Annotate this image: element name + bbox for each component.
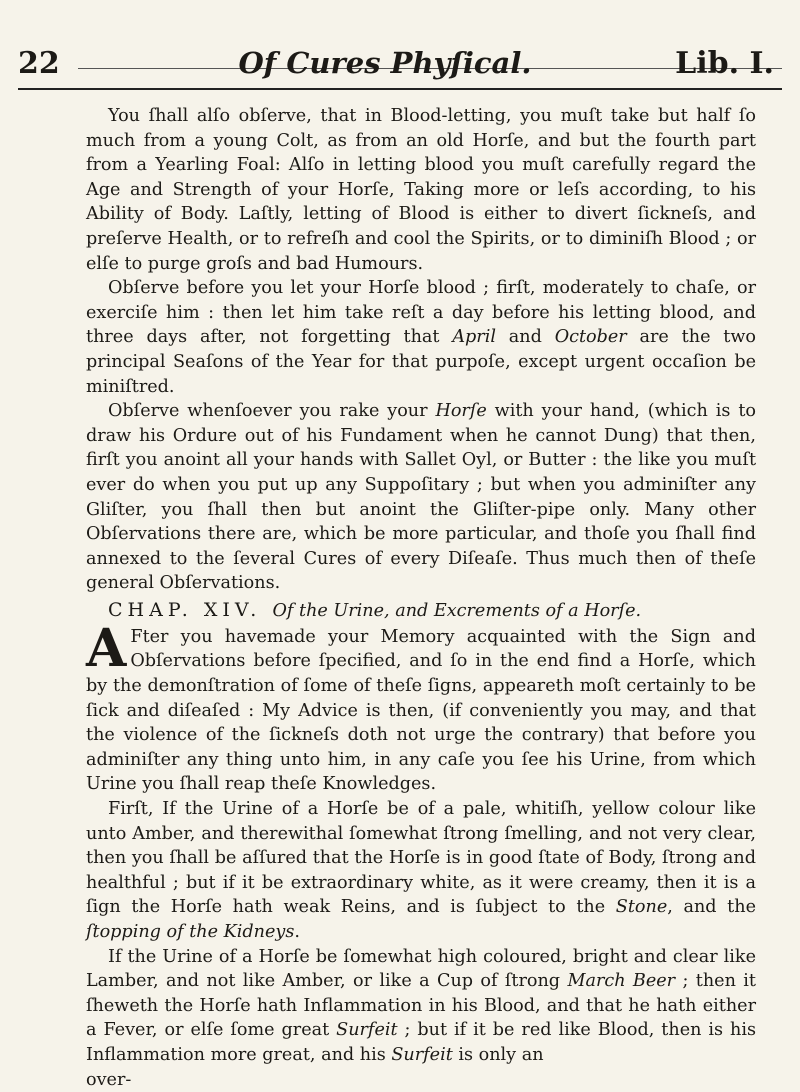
running-title: Of Cures Phyſical. xyxy=(238,46,532,80)
header-rule xyxy=(18,88,782,90)
chapter-label: CHAP. XIV. xyxy=(108,598,262,621)
chapter-title: Of the Urine, and Excrements of a Horſe. xyxy=(272,600,642,621)
body-text xyxy=(86,104,756,1092)
chapter-heading xyxy=(86,596,756,625)
paragraph: Firſt, If the Urine of a Horſe be of a pale, whitiſh, yellow colour like unto Amber, and therewithal ſomewhat ſtrong ſmelling, and not very clear, then you ſhall be aſſured that the Horſe is in good ſtate of Body, ſtrong and healthful ; but if it be extraordinary white, as it were creamy, then it is a ſign the Horſe hath weak Reins, and is ſubject to the Stone, and the ſtopping of the Kidneys. xyxy=(86,799,756,942)
paragraph: Obſerve whenſoever you rake your Horſe with your hand, (which is to draw his Ordure out of his Fundament when he cannot Dung) that then, firſt you anoint all your hands with Sallet Oyl, or Butter : the like you muſt ever do when you put up any Suppoſitary ; but when you adminiſter any Gliſter, you ſhall then but anoint the Gliſter-pipe only. Many other Obſervations there are, which be more particular, and thoſe you ſhall find annexed to the ſeveral Cures of every Diſeaſe. Thus much then of theſe general Obſervations. xyxy=(86,401,757,594)
paragraph: You ſhall alſo obſerve, that in Blood-letting, you muſt take but half ſo much from a young Colt, as from an old Horſe, and but the fourth part from a Yearling Foal: Alſo in letting blood you muſt carefully regard the Age and Strength of your Horſe, Taking more or leſs according, to his Ability of Body. Laſtly, letting of Blood is either to divert ſickneſs, and preſerve Health, or to refreſh and cool the Spirits, or to diminiſh Blood ; or elſe to purge groſs and bad Humours. xyxy=(86,106,756,274)
paragraph: If the Urine of a Horſe be ſomewhat high coloured, bright and clear like Lamber, and not like Amber, or like a Cup of ſtrong March Beer ; then it ſheweth the Horſe hath Inflammation in his Blood, and that he hath either a Fever, or elſe ſome great Surfeit ; but if it be red like Blood, then is his Inflammation more great, and his Surfeit is only an xyxy=(86,946,756,1065)
book-number: Lib. I. xyxy=(675,46,774,81)
paragraph: Obſerve before you let your Horſe blood ; firſt, moderately to chaſe, or exerciſe him : then let him take reſt a day before his letting blood, and three days after, not forgetting that April and October are the two principal Seaſons of the Year for that purpoſe, except urgent occaſion be miniſtred. xyxy=(86,278,757,397)
running-head xyxy=(18,40,782,98)
catchword: over- xyxy=(86,1069,132,1090)
drop-cap: A xyxy=(86,617,127,679)
page-number: 22 xyxy=(18,46,60,81)
paragraph: A Fter you havemade your Memory acquainted with the Sign and Obſervations before ſpecified, and ſo in the end find a Horſe, which by the demonſtration of ſome of theſe ſigns, appeareth moſt certainly to be ſick and diſeaſed : My Advice is then, (if conveniently you may, and that the violence of the ſickneſs doth not urge the contrary) that before you adminiſter any thing unto him, in any caſe you ſee his Urine, from which Urine you ſhall reap theſe Knowledges. xyxy=(86,617,756,795)
